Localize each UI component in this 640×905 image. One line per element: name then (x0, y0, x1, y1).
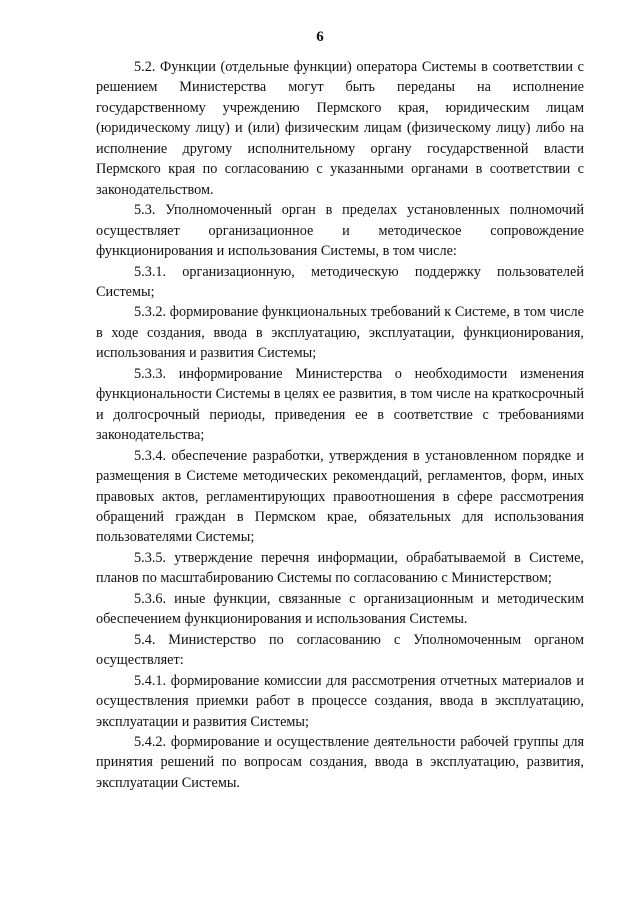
paragraph-5-3-4: 5.3.4. обеспечение разработки, утверждения в установленном порядке и размещения в Системе методических рекомендаций, регламентов, форм, иных правовых актов, регламентирующих правоотношения в сфере рассмотрения обращений граждан в Пермском крае, обязательных для использования пользователями Системы; (96, 447, 584, 546)
paragraph-5-4: 5.4. Министерство по согласованию с Уполномоченным органом осуществляет: (96, 631, 584, 669)
paragraph-5-3-1: 5.3.1. организационную, методическую поддержку пользователей Системы; (96, 263, 584, 300)
paragraph-5-3-6: 5.3.6. иные функции, связанные с организационным и методическим обеспечением функционирования и использования Системы. (96, 590, 584, 628)
paragraph-5-3-2: 5.3.2. формирование функциональных требований к Системе, в том числе в ходе создания, ввода в эксплуатацию, эксплуатации, функционирования, использования и развития Системы; (96, 304, 584, 362)
paragraph-5-4-1: 5.4.1. формирование комиссии для рассмотрения отчетных материалов и осуществления приемки работ в процессе создания, ввода в эксплуатацию, эксплуатации и развития Системы; (96, 672, 584, 730)
paragraph-5-2: 5.2. Функции (отдельные функции) оператора Системы в соответствии с решением Министерства могут быть переданы на исполнение государственному учреждению Пермского края, юридическим лицам (юридическому лицу) и (или) физическим лицам (физическому лицу) либо на исполнение другому исполнительному органу государственной власти Пермского края по согласованию с указанными органами в соответствии с законодательством. (96, 59, 584, 198)
document-body (96, 57, 584, 793)
paragraph-5-3-5: 5.3.5. утверждение перечня информации, обрабатываемой в Системе, планов по масштабированию Системы по согласованию с Министерством; (96, 549, 584, 587)
paragraph-5-3-3: 5.3.3. информирование Министерства о необходимости изменения функциональности Системы в целях ее развития, в том числе на краткосрочный и долгосрочный периоды, приведения ее в соответствие с требованиями законодательства; (96, 365, 584, 444)
paragraph-5-4-2: 5.4.2. формирование и осуществление деятельности рабочей группы для принятия решений по вопросам создания, ввода в эксплуатацию, развития, эксплуатации Системы. (96, 733, 584, 791)
page-number: 6 (316, 29, 324, 45)
paragraph-5-3: 5.3. Уполномоченный орган в пределах установленных полномочий осуществляет организационное и методическое сопровождение функционирования и использования Системы, в том числе: (96, 202, 584, 260)
